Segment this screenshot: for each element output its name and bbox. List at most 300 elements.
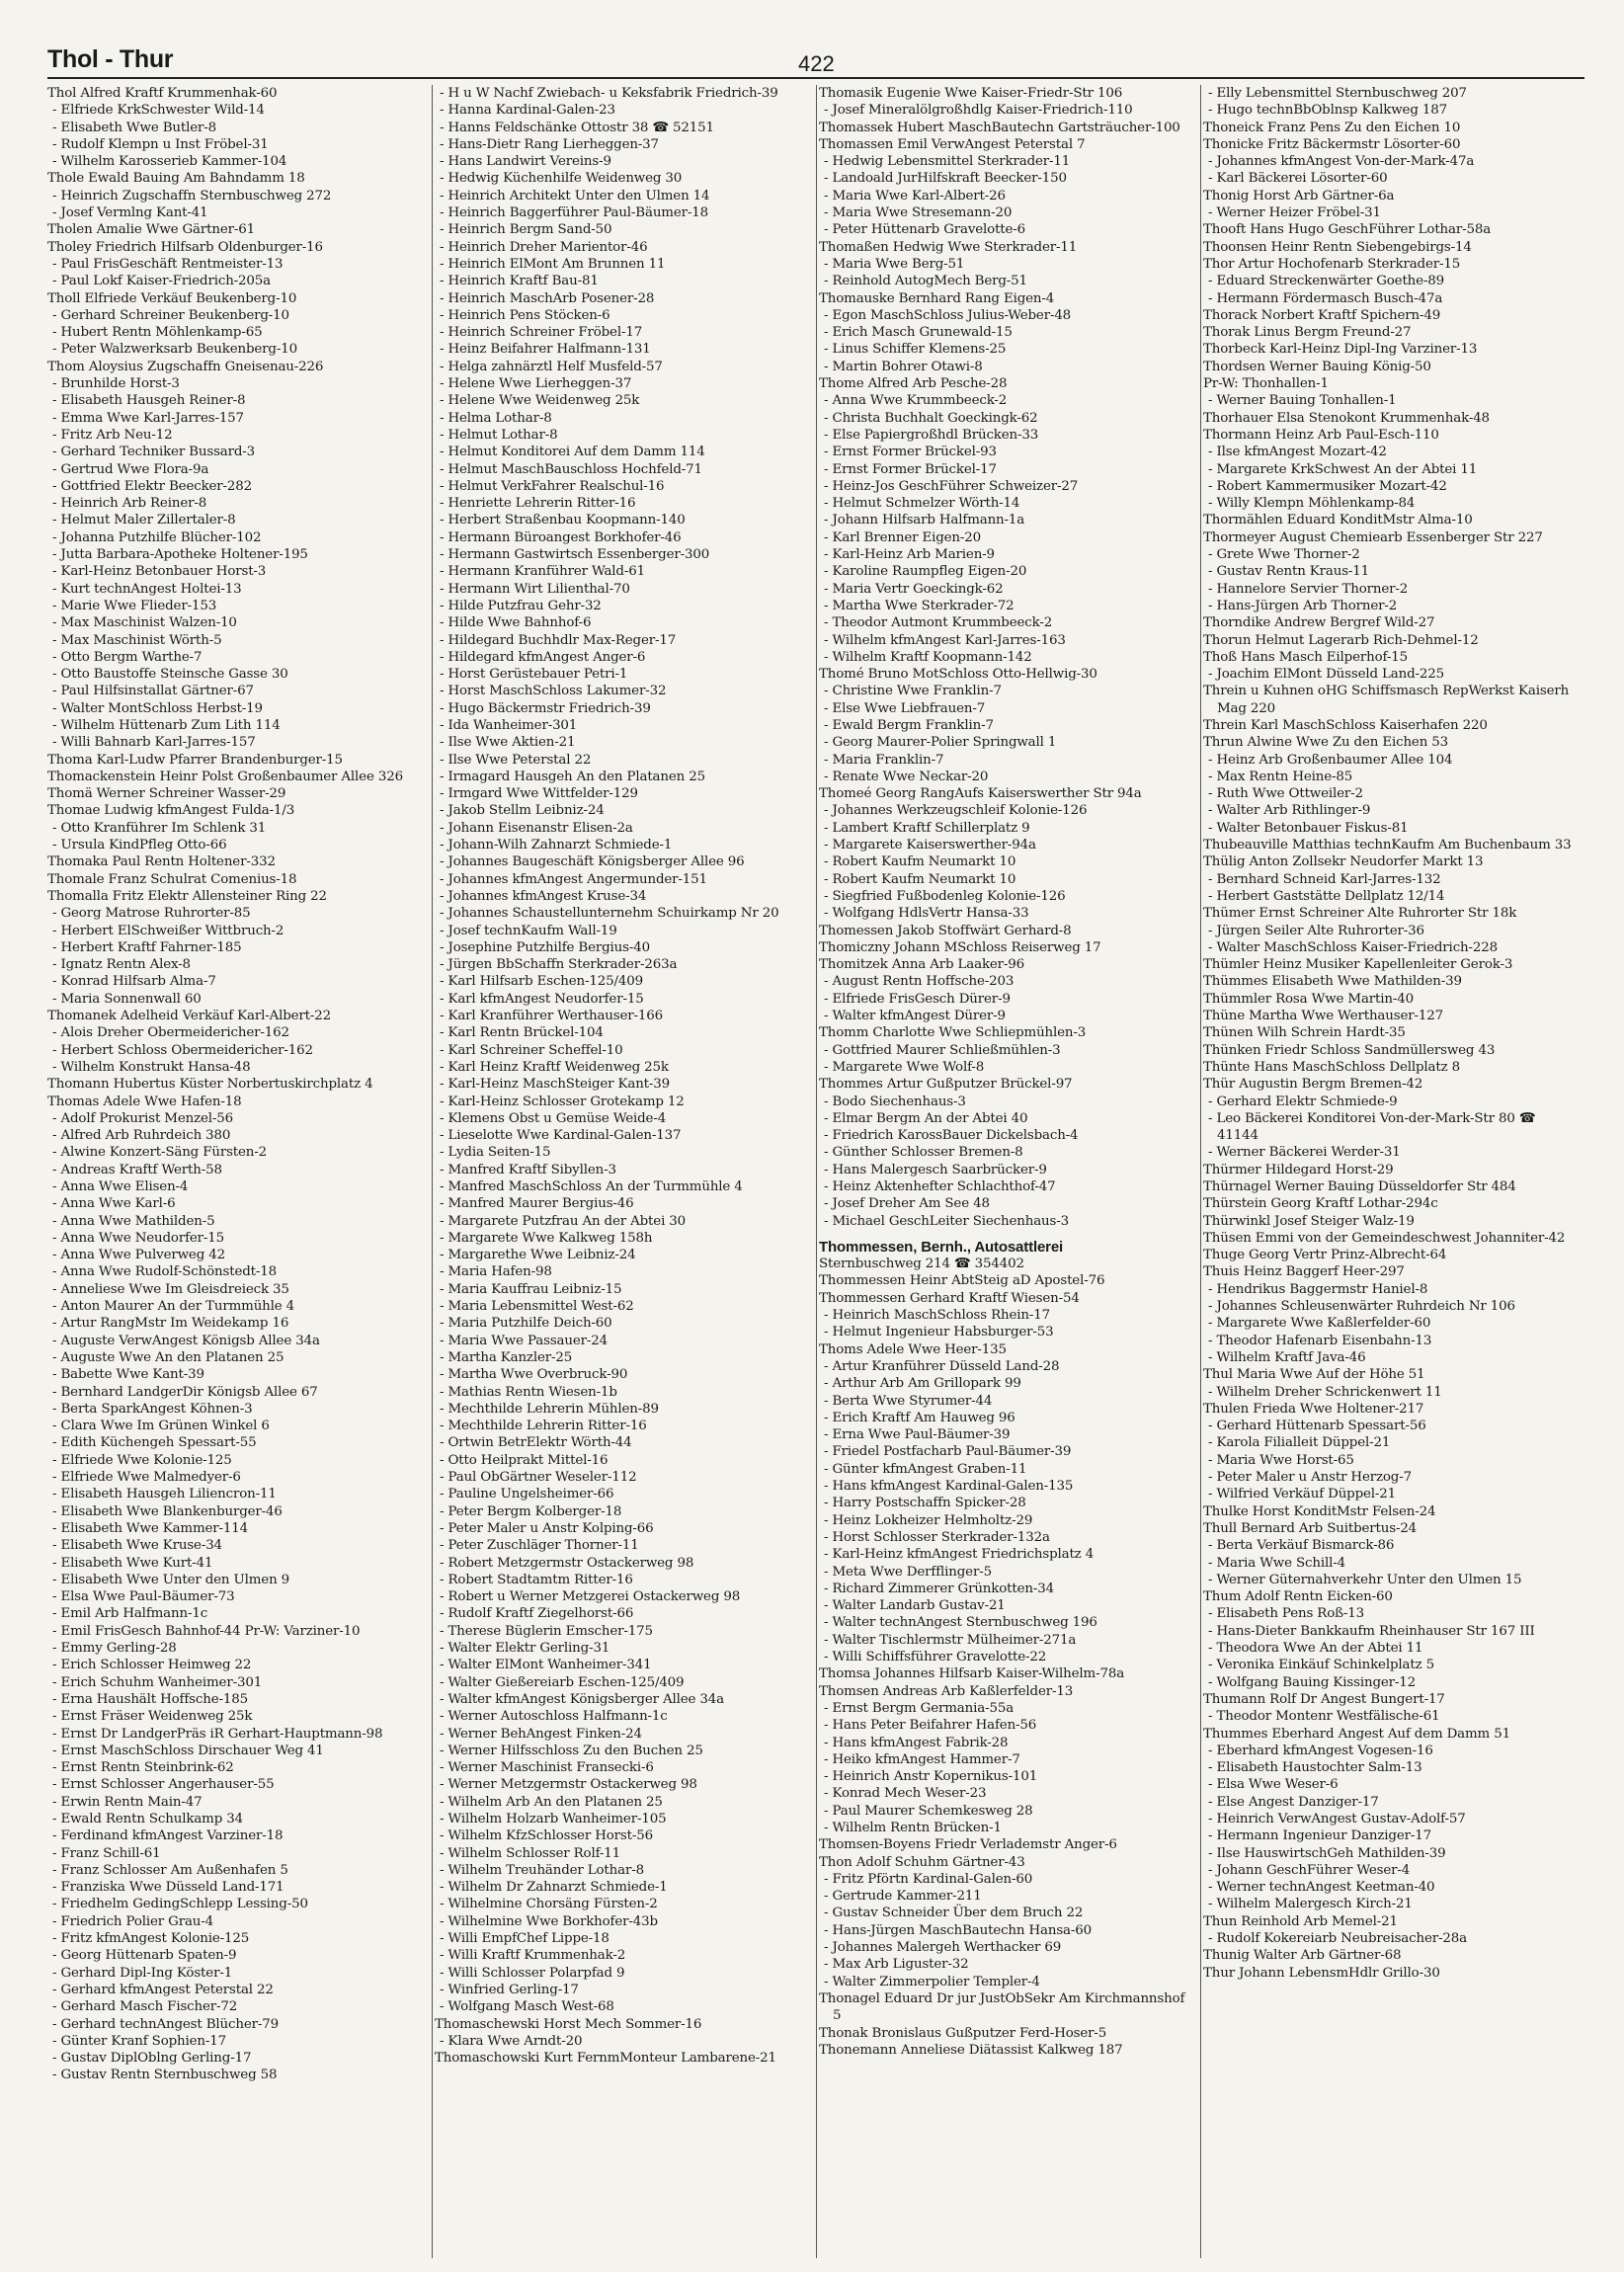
directory-entry: - Elmar Bergm An der Abtei 40 xyxy=(824,1110,1028,1126)
directory-entry: - Hans kfmAngest Kardinal-Galen-135 xyxy=(824,1479,1074,1495)
directory-entry: - Ilse Wwe Aktien-21 xyxy=(440,735,576,751)
directory-entry: - Wolfgang Masch West-68 xyxy=(440,1999,614,2015)
directory-entry: - Heinz Beifahrer Halfmann-131 xyxy=(440,342,651,358)
directory-entry: Thümer Ernst Schreiner Alte Ruhrorter Str 18k xyxy=(1203,906,1517,922)
directory-entry: Thoneick Franz Pens Zu den Eichen 10 xyxy=(1203,120,1461,135)
directory-entry: Thünen Wilh Schrein Hardt-35 xyxy=(1203,1025,1406,1041)
directory-entry: - Hedwig Lebensmittel Sterkrader-11 xyxy=(824,154,1071,170)
directory-entry: - Maria Wwe Stresemann-20 xyxy=(824,205,1013,221)
directory-entry: Thommessen, Bernh., Autosattlerei xyxy=(819,1238,1064,1256)
directory-entry: - August Rentn Hoffsche-203 xyxy=(824,974,1015,990)
directory-entry: - Anton Maurer An der Turmmühle 4 xyxy=(52,1299,295,1315)
directory-entry: - Hildegard kfmAngest Anger-6 xyxy=(440,649,646,665)
directory-entry: - Maria Wwe Schill-4 xyxy=(1208,1555,1345,1571)
directory-entry: Thonemann Anneliese Diätassist Kalkweg 187 xyxy=(819,2042,1123,2058)
directory-entry: - Wilhelmine Wwe Borkhofer-43b xyxy=(440,1913,658,1929)
directory-entry: - Gustav Schneider Über dem Bruch 22 xyxy=(824,1906,1084,1921)
directory-entry: - Lieselotte Wwe Kardinal-Galen-137 xyxy=(440,1128,682,1144)
directory-entry: - Ewald Rentn Schulkamp 34 xyxy=(52,1811,243,1826)
directory-entry: - Konrad Hilfsarb Alma-7 xyxy=(52,974,216,990)
directory-entry: - Hermann Wirt Lilienthal-70 xyxy=(440,581,630,597)
directory-entry: - Ernst Former Brückel-17 xyxy=(824,461,997,477)
directory-entry: - Günter Kranf Sophien-17 xyxy=(52,2033,226,2049)
directory-entry: - Gerhard Hüttenarb Spessart-56 xyxy=(1208,1419,1426,1434)
directory-entry: - Herbert Gaststätte Dellplatz 12/14 xyxy=(1208,888,1445,904)
directory-entry: - Johannes kfmAngest Angermunder-151 xyxy=(440,871,707,887)
directory-entry: - Heinrich Architekt Unter den Ulmen 14 xyxy=(440,188,710,203)
directory-entry: - Walter Elektr Gerling-31 xyxy=(440,1641,610,1657)
directory-entry: Thunig Walter Arb Gärtner-68 xyxy=(1203,1948,1402,1964)
directory-entry: - Wilhelm kfmAngest Karl-Jarres-163 xyxy=(824,632,1066,648)
directory-entry: - Karl Hilfsarb Eschen-125/409 xyxy=(440,974,643,990)
directory-entry: Thülig Anton Zollsekr Neudorfer Markt 13 xyxy=(1203,854,1484,870)
directory-entry: - Else Wwe Liebfrauen-7 xyxy=(824,700,986,716)
directory-entry: - Margarete Kaiserswerther-94a xyxy=(824,838,1036,853)
directory-entry: - Richard Zimmerer Grünkotten-34 xyxy=(824,1581,1054,1596)
directory-entry: Thon Adolf Schuhm Gärtner-43 xyxy=(819,1854,1025,1870)
directory-entry: - Heinrich Kraftf Bau-81 xyxy=(440,274,599,289)
directory-entry: - Jürgen BbSchaffn Sterkrader-263a xyxy=(440,957,678,973)
directory-entry: - Brunhilde Horst-3 xyxy=(52,376,180,392)
directory-entry: - Arthur Arb Am Grillopark 99 xyxy=(824,1376,1021,1392)
directory-entry: - Ortwin BetrElektr Wörth-44 xyxy=(440,1435,632,1451)
directory-entry: - Erich Masch Grunewald-15 xyxy=(824,325,1013,341)
directory-entry: Pr-W: Thonhallen-1 xyxy=(1203,376,1329,392)
directory-entry: - Gertrude Kammer-211 xyxy=(824,1889,982,1905)
directory-entry: Thüsen Emmi von der Gemeindeschwest Johanniter-42 xyxy=(1203,1230,1566,1246)
directory-entry: - Erna Haushält Hoffsche-185 xyxy=(52,1691,248,1707)
directory-entry: - Fritz kfmAngest Kolonie-125 xyxy=(52,1931,250,1947)
directory-entry: - Wilhelm Kraftf Koopmann-142 xyxy=(824,649,1032,665)
directory-entry: - Wilhelm Arb An den Platanen 25 xyxy=(440,1794,663,1810)
directory-entry: - Joachim ElMont Düsseld Land-225 xyxy=(1208,667,1444,683)
directory-entry: Thom Aloysius Zugschaffn Gneisenau-226 xyxy=(47,359,324,374)
directory-entry: - Walter kfmAngest Dürer-9 xyxy=(824,1009,1006,1024)
directory-entry: - Karoline Raumpfleg Eigen-20 xyxy=(824,564,1027,580)
directory-entry: - Otto Baustoffe Steinsche Gasse 30 xyxy=(52,667,288,683)
directory-entry: - Elsa Wwe Paul-Bäumer-73 xyxy=(52,1589,235,1605)
directory-entry: - Berta SparkAngest Köhnen-3 xyxy=(52,1401,253,1417)
directory-entry: Thoonsen Heinr Rentn Siebengebirgs-14 xyxy=(1203,239,1472,255)
directory-entry: - Johann GeschFührer Weser-4 xyxy=(1208,1862,1411,1878)
directory-entry: - Adolf Prokurist Menzel-56 xyxy=(52,1110,234,1126)
directory-entry: Thordsen Werner Bauing König-50 xyxy=(1203,359,1431,374)
directory-entry: - Theodor Autmont Krummbeeck-2 xyxy=(824,615,1053,631)
directory-entry: - Elisabeth Wwe Kammer-114 xyxy=(52,1520,249,1536)
directory-entry: - Martha Kanzler-25 xyxy=(440,1349,573,1365)
directory-entry: Thonak Bronislaus Gußputzer Ferd-Hoser-5 xyxy=(819,2025,1107,2041)
directory-entry: - Wilfried Verkäuf Düppel-21 xyxy=(1208,1487,1397,1502)
directory-entry: - Helene Wwe Weidenweg 25k xyxy=(440,393,640,409)
directory-entry: Thooft Hans Hugo GeschFührer Lothar-58a xyxy=(1203,222,1492,238)
directory-entry: - Walter MaschSchloss Kaiser-Friedrich-228 xyxy=(1208,939,1498,955)
directory-entry: - Kurt technAngest Holtei-13 xyxy=(52,581,242,597)
directory-entry: Thomasik Eugenie Wwe Kaiser-Friedr-Str 106 xyxy=(819,86,1123,101)
directory-entry: - Bernhard LandgerDir Königsb Allee 67 xyxy=(52,1384,318,1400)
directory-entry: - Emma Wwe Karl-Jarres-157 xyxy=(52,410,244,426)
directory-entry: - Franziska Wwe Düsseld Land-171 xyxy=(52,1880,284,1896)
directory-entry: - Gerhard Techniker Bussard-3 xyxy=(52,445,256,460)
directory-entry: - Auguste VerwAngest Königsb Allee 34a xyxy=(52,1333,320,1348)
directory-entry: Thorack Norbert Kraftf Spichern-49 xyxy=(1203,307,1441,323)
directory-entry: - Hans-Jürgen MaschBautechn Hansa-60 xyxy=(824,1922,1092,1938)
directory-entry: - Margarete KrkSchwest An der Abtei 11 xyxy=(1208,461,1478,477)
directory-entry: Thulen Frieda Wwe Holtener-217 xyxy=(1203,1401,1424,1417)
directory-entry: - Hanns Feldschänke Ottostr 38 ☎ 52151 xyxy=(440,120,714,135)
directory-entry: - Helmut MaschBauschloss Hochfeld-71 xyxy=(440,461,702,477)
directory-entry: - Berta Verkäuf Bismarck-86 xyxy=(1208,1538,1395,1554)
directory-entry: - Robert Kaufm Neumarkt 10 xyxy=(824,871,1016,887)
directory-entry: - Willi Bahnarb Karl-Jarres-157 xyxy=(52,735,256,751)
directory-entry: Thümler Heinz Musiker Kapellenleiter Gerok-3 xyxy=(1203,957,1513,973)
directory-entry: - Josef technKaufm Wall-19 xyxy=(440,923,617,938)
directory-entry: - Werner technAngest Keetman-40 xyxy=(1208,1880,1435,1896)
directory-entry: - Wilhelm Karosserieb Kammer-104 xyxy=(52,154,287,170)
directory-entry: Thomeé Georg RangAufs Kaiserswerther Str 94a xyxy=(819,786,1142,802)
directory-entry: - Heinrich Baggerführer Paul-Bäumer-18 xyxy=(440,205,708,221)
directory-entry: - Alois Dreher Obermeidericher-162 xyxy=(52,1025,289,1041)
directory-entry: Thomaka Paul Rentn Holtener-332 xyxy=(47,854,276,870)
directory-entry: - Paul Hilfsinstallat Gärtner-67 xyxy=(52,684,254,699)
directory-entry: - Elisabeth Wwe Unter den Ulmen 9 xyxy=(52,1572,290,1587)
directory-entry: - Wilhelm Kraftf Java-46 xyxy=(1208,1349,1366,1365)
directory-entry: - Anna Wwe Elisen-4 xyxy=(52,1179,189,1194)
directory-entry: - Hannelore Servier Thorner-2 xyxy=(1208,581,1409,597)
directory-column-2 xyxy=(432,85,816,2258)
directory-entry: - Elisabeth Wwe Blankenburger-46 xyxy=(52,1503,283,1519)
directory-entry: Thonicke Fritz Bäckermstr Lösorter-60 xyxy=(1203,136,1461,152)
directory-entry: - Karl-Heinz Arb Marien-9 xyxy=(824,547,995,563)
directory-entry: - Helmut Konditorei Auf dem Damm 114 xyxy=(440,445,705,460)
directory-entry: - Mathias Rentn Wiesen-1b xyxy=(440,1384,617,1400)
directory-entry: - Ernst Former Brückel-93 xyxy=(824,445,997,460)
directory-entry: - Hermann Gastwirtsch Essenberger-300 xyxy=(440,547,710,563)
directory-entry: Thuis Heinz Baggerf Heer-297 xyxy=(1203,1264,1405,1280)
directory-entry: - Siegfried Fußbodenleg Kolonie-126 xyxy=(824,888,1066,904)
directory-entry: - Rudolf Klempn u Inst Fröbel-31 xyxy=(52,136,269,152)
directory-entry: - Walter Betonbauer Fiskus-81 xyxy=(1208,820,1409,836)
directory-entry: - Otto Kranführer Im Schlenk 31 xyxy=(52,820,267,836)
directory-entry: - Wilhelm Hüttenarb Zum Lith 114 xyxy=(52,717,281,733)
directory-entry: - Meta Wwe Derfflinger-5 xyxy=(824,1564,992,1580)
directory-entry: - Hermann Fördermasch Busch-47a xyxy=(1208,290,1443,306)
directory-entry: - Walter ElMont Wanheimer-341 xyxy=(440,1658,652,1673)
directory-entry: - Hilde Putzfrau Gehr-32 xyxy=(440,598,602,613)
directory-entry: - Elisabeth Pens Roß-13 xyxy=(1208,1606,1365,1622)
directory-entry: - Fritz Arb Neu-12 xyxy=(52,427,173,443)
directory-entry: - Werner Bäckerei Werder-31 xyxy=(1208,1145,1401,1161)
directory-entry: - Horst Gerüstebauer Petri-1 xyxy=(440,667,628,683)
directory-entry: - Werner Hilfsschloss Zu den Buchen 25 xyxy=(440,1743,703,1758)
directory-entry: - Heinz Aktenhefter Schlachthof-47 xyxy=(824,1179,1056,1194)
directory-entry: - Edith Küchengeh Spessart-55 xyxy=(52,1435,257,1451)
directory-entry: - Walter MontSchloss Herbst-19 xyxy=(52,700,263,716)
directory-entry: - Heinrich ElMont Am Brunnen 11 xyxy=(440,256,666,272)
directory-entry: - Friedel Postfacharb Paul-Bäumer-39 xyxy=(824,1444,1072,1460)
directory-entry: - Klara Wwe Arndt-20 xyxy=(440,2033,583,2049)
directory-entry: - Irmagard Hausgeh An den Platanen 25 xyxy=(440,769,705,784)
directory-entry: Thomä Werner Schreiner Wasser-29 xyxy=(47,786,286,802)
directory-entry: - Josef Mineralölgroßhdlg Kaiser-Friedrich-110 xyxy=(824,103,1133,119)
directory-entry: Thomessen Jakob Stoffwärt Gerhard-8 xyxy=(819,923,1072,938)
directory-entry: Thorun Helmut Lagerarb Rich-Dehmel-12 xyxy=(1203,632,1479,648)
directory-entry: Thomé Bruno MotSchloss Otto-Hellwig-30 xyxy=(819,667,1097,683)
directory-entry: - Werner BehAngest Finken-24 xyxy=(440,1726,642,1742)
directory-entry: - Heinrich MaschArb Posener-28 xyxy=(440,290,655,306)
directory-entry: - Elly Lebensmittel Sternbuschweg 207 xyxy=(1208,86,1467,101)
directory-entry: Thoß Hans Masch Eilperhof-15 xyxy=(1203,649,1408,665)
directory-entry: - Walter Zimmerpolier Templer-4 xyxy=(824,1974,1040,1989)
directory-entry: - Manfred Kraftf Sibyllen-3 xyxy=(440,1162,616,1177)
directory-entry: - Anna Wwe Mathilden-5 xyxy=(52,1213,215,1229)
directory-entry: - Heinrich Zugschaffn Sternbuschweg 272 xyxy=(52,188,332,203)
directory-entry: - Otto Heilprakt Mittel-16 xyxy=(440,1452,609,1468)
directory-entry: - Anneliese Wwe Im Gleisdreieck 35 xyxy=(52,1281,289,1297)
directory-entry: Thol Alfred Kraftf Krummenhak-60 xyxy=(47,86,278,101)
directory-entry: - Willi Schiffsführer Gravelotte-22 xyxy=(824,1650,1047,1665)
directory-column-1 xyxy=(47,85,432,2258)
directory-entry: - Karl-Heinz MaschSteiger Kant-39 xyxy=(440,1077,671,1093)
directory-entry: Thomalla Fritz Elektr Allensteiner Ring 22 xyxy=(47,888,327,904)
directory-column-4 xyxy=(1200,85,1584,2258)
directory-entry: - Erich Schuhm Wanheimer-301 xyxy=(52,1674,263,1690)
directory-entry: - Wilhelm Treuhänder Lothar-8 xyxy=(440,1862,644,1878)
directory-entry: - Heinz-Jos GeschFührer Schweizer-27 xyxy=(824,478,1079,494)
directory-entry: - Ernst Fräser Weidenweg 25k xyxy=(52,1709,253,1725)
directory-entry: - Leo Bäckerei Konditorei Von-der-Mark-Str 80 ☎ 41144 xyxy=(1208,1110,1536,1144)
directory-entry: - Elfriede Wwe Kolonie-125 xyxy=(52,1452,232,1468)
directory-entry: - Willy Klempn Möhlenkamp-84 xyxy=(1208,496,1416,512)
directory-entry: - Karl Kranführer Werthauser-166 xyxy=(440,1009,663,1024)
directory-entry: - Elisabeth Hausgeh Liliencron-11 xyxy=(52,1487,277,1502)
directory-entry: - Erwin Rentn Main-47 xyxy=(52,1794,203,1810)
directory-entry: - Wilhelm Rentn Brücken-1 xyxy=(824,1820,1002,1835)
directory-entry: - Maria Putzhilfe Deich-60 xyxy=(440,1316,612,1332)
directory-entry: - Willi EmpfChef Lippe-18 xyxy=(440,1931,609,1947)
directory-entry: - Karola Filialleit Düppel-21 xyxy=(1208,1435,1391,1451)
directory-entry: - Maria Vertr Goeckingk-62 xyxy=(824,581,1004,597)
directory-entry: - Emil Arb Halfmann-1c xyxy=(52,1606,208,1622)
directory-entry: - Walter Landarb Gustav-21 xyxy=(824,1598,1006,1614)
directory-entry: - Bodo Siechenhaus-3 xyxy=(824,1094,966,1109)
directory-entry: - Lydia Seiten-15 xyxy=(440,1145,551,1161)
directory-entry: - Wolfgang Bauing Kissinger-12 xyxy=(1208,1674,1417,1690)
directory-entry: - Artur Kranführer Düsseld Land-28 xyxy=(824,1358,1060,1374)
directory-entry: - Robert Metzgermstr Ostackerweg 98 xyxy=(440,1555,694,1571)
directory-entry: - Alwine Konzert-Säng Fürsten-2 xyxy=(52,1145,268,1161)
directory-entry: - Else Papiergroßhdl Brücken-33 xyxy=(824,427,1039,443)
directory-entry: - Peter Hüttenarb Gravelotte-6 xyxy=(824,222,1026,238)
directory-entry: - Willi Kraftf Krummenhak-2 xyxy=(440,1948,626,1964)
directory-entry: Thomanek Adelheid Verkäuf Karl-Albert-22 xyxy=(47,1009,332,1024)
directory-entry: - Therese Büglerin Emscher-175 xyxy=(440,1623,653,1639)
directory-entry: - Walter kfmAngest Königsberger Allee 34a xyxy=(440,1691,724,1707)
directory-entry: - Gerhard Dipl-Ing Köster-1 xyxy=(52,1965,233,1981)
directory-entry: Thomackenstein Heinr Polst Großenbaumer Allee 326 xyxy=(47,769,403,784)
directory-entry: - Elisabeth Wwe Kurt-41 xyxy=(52,1555,213,1571)
directory-entry: - Johann Hilfsarb Halfmann-1a xyxy=(824,513,1025,528)
directory-entry: Tholen Amalie Wwe Gärtner-61 xyxy=(47,222,255,238)
directory-entry: - Jutta Barbara-Apotheke Holtener-195 xyxy=(52,547,308,563)
directory-entry: - Heinz Arb Großenbaumer Allee 104 xyxy=(1208,752,1453,768)
directory-entry: - Ruth Wwe Ottweiler-2 xyxy=(1208,786,1363,802)
directory-entry: - Karl-Heinz Schlosser Grotekamp 12 xyxy=(440,1094,685,1109)
directory-entry: - Johannes kfmAngest Von-der-Mark-47a xyxy=(1208,154,1475,170)
directory-entry: Thomae Ludwig kfmAngest Fulda-1/3 xyxy=(47,803,295,819)
directory-entry: - Josephine Putzhilfe Bergius-40 xyxy=(440,939,650,955)
directory-entry: Thummes Eberhard Angest Auf dem Damm 51 xyxy=(1203,1726,1510,1742)
directory-entry: - Werner Metzgermstr Ostackerweg 98 xyxy=(440,1777,697,1793)
directory-entry: Thuge Georg Vertr Prinz-Albrecht-64 xyxy=(1203,1248,1447,1263)
directory-entry: - Wilhelm Holzarb Wanheimer-105 xyxy=(440,1811,667,1826)
directory-entry: - Rudolf Kokereiarb Neubreisacher-28a xyxy=(1208,1931,1467,1947)
directory-entry: - Elisabeth Haustochter Salm-13 xyxy=(1208,1760,1422,1776)
directory-entry: Thorak Linus Bergm Freund-27 xyxy=(1203,325,1412,341)
directory-entry: Threin Karl MaschSchloss Kaiserhafen 220 xyxy=(1203,717,1488,733)
directory-entry: Thommessen Heinr AbtSteig aD Apostel-76 xyxy=(819,1273,1105,1289)
directory-entry: - Günter kfmAngest Graben-11 xyxy=(824,1461,1027,1477)
directory-entry: - Grete Wwe Thorner-2 xyxy=(1208,547,1360,563)
directory-entry: Thun Reinhold Arb Memel-21 xyxy=(1203,1913,1398,1929)
directory-entry: - Helga zahnärztl Helf Musfeld-57 xyxy=(440,359,663,374)
directory-entry: - Hanna Kardinal-Galen-23 xyxy=(440,103,615,119)
directory-entry: - Gerhard Elektr Schmiede-9 xyxy=(1208,1094,1398,1109)
directory-entry: - Gustav DiplOblng Gerling-17 xyxy=(52,2051,252,2067)
directory-entry: - Elisabeth Hausgeh Reiner-8 xyxy=(52,393,246,409)
directory-entry: Thürwinkl Josef Steiger Walz-19 xyxy=(1203,1213,1415,1229)
directory-entry: - Ilse HauswirtschGeh Mathilden-39 xyxy=(1208,1845,1446,1861)
directory-entry: - Günther Schlosser Bremen-8 xyxy=(824,1145,1023,1161)
directory-entry: - Gerhard Schreiner Beukenberg-10 xyxy=(52,307,289,323)
directory-entry: - Georg Hüttenarb Spaten-9 xyxy=(52,1948,237,1964)
directory-entry: - Robert Stadtamtm Ritter-16 xyxy=(440,1572,633,1587)
directory-entry: - Robert u Werner Metzgerei Ostackerweg 98 xyxy=(440,1589,741,1605)
directory-entry: - Otto Bergm Warthe-7 xyxy=(52,649,203,665)
directory-entry: Thur Johann LebensmHdlr Grillo-30 xyxy=(1203,1965,1440,1981)
directory-entry: - Ignatz Rentn Alex-8 xyxy=(52,957,191,973)
directory-entry: - Hans-Jürgen Arb Thorner-2 xyxy=(1208,598,1398,613)
directory-entry: - Renate Wwe Neckar-20 xyxy=(824,769,989,784)
directory-entry: - Heinrich MaschSchloss Rhein-17 xyxy=(824,1308,1050,1324)
directory-entry: - Karl Bäckerei Lösorter-60 xyxy=(1208,171,1388,187)
directory-entry: Thümmler Rosa Wwe Martin-40 xyxy=(1203,991,1414,1007)
directory-entry: Thoma Karl-Ludw Pfarrer Brandenburger-15 xyxy=(47,752,343,768)
directory-entry: - Maria Lebensmittel West-62 xyxy=(440,1299,634,1315)
directory-entry: - Heinz Lokheizer Helmholtz-29 xyxy=(824,1512,1033,1528)
directory-entry: Thul Maria Wwe Auf der Höhe 51 xyxy=(1203,1367,1425,1383)
directory-entry: - Peter Bergm Kolberger-18 xyxy=(440,1503,622,1519)
directory-entry: - Hermann Ingenieur Danziger-17 xyxy=(1208,1828,1431,1844)
directory-entry: - Heinrich Schreiner Fröbel-17 xyxy=(440,325,643,341)
directory-entry: Thürmer Hildegard Horst-29 xyxy=(1203,1162,1394,1177)
directory-entry: - Wilhelmine Chorsäng Fürsten-2 xyxy=(440,1897,658,1912)
directory-entry: - Johannes kfmAngest Kruse-34 xyxy=(440,888,647,904)
directory-entry: - Wilhelm Schlosser Rolf-11 xyxy=(440,1845,621,1861)
directory-entry: - Christine Wwe Franklin-7 xyxy=(824,684,1002,699)
directory-entry: - Anna Wwe Karl-6 xyxy=(52,1196,176,1212)
directory-entry: - Paul Lokf Kaiser-Friedrich-205a xyxy=(52,274,272,289)
directory-entry: - Irmgard Wwe Wittfelder-129 xyxy=(440,786,638,802)
directory-entry: - Willi Schlosser Polarpfad 9 xyxy=(440,1965,625,1981)
directory-entry: - Berta Wwe Styrumer-44 xyxy=(824,1393,993,1409)
directory-entry: - H u W Nachf Zwiebach- u Keksfabrik Friedrich-39 xyxy=(440,86,778,101)
directory-entry: Thoms Adele Wwe Heer-135 xyxy=(819,1341,1007,1357)
directory-entry: - Maria Wwe Karl-Albert-26 xyxy=(824,188,1006,203)
directory-entry: - Max Arb Liguster-32 xyxy=(824,1957,969,1973)
directory-entry: - Horst MaschSchloss Lakumer-32 xyxy=(440,684,667,699)
directory-entry: - Helma Lothar-8 xyxy=(440,410,552,426)
directory-entry: Thomaschowski Kurt FernmMonteur Lambarene-21 xyxy=(435,2051,776,2067)
directory-entry: - Erna Wwe Paul-Bäumer-39 xyxy=(824,1427,1011,1443)
directory-entry: - Max Rentn Heine-85 xyxy=(1208,769,1353,784)
directory-entry: - Wilhelm Malergesch Kirch-21 xyxy=(1208,1897,1413,1912)
directory-entry: - Robert Kammermusiker Mozart-42 xyxy=(1208,478,1447,494)
directory-entry: - Rudolf Kraftf Ziegelhorst-66 xyxy=(440,1606,634,1622)
directory-entry: - Peter Zuschläger Thorner-11 xyxy=(440,1538,639,1554)
directory-entry: - Manfred MaschSchloss An der Turmmühle 4 xyxy=(440,1179,743,1194)
directory-entry: - Landoald JurHilfskraft Beecker-150 xyxy=(824,171,1067,187)
directory-entry: - Walter Tischlermstr Mülheimer-271a xyxy=(824,1632,1077,1648)
directory-entry: - Hermann Kranführer Wald-61 xyxy=(440,564,645,580)
directory-entry: - Eduard Streckenwärter Goethe-89 xyxy=(1208,274,1445,289)
directory-entry: - Georg Maurer-Polier Springwall 1 xyxy=(824,735,1057,751)
directory-entry: Tholl Elfriede Verkäuf Beukenberg-10 xyxy=(47,290,297,306)
directory-entry: - Peter Maler u Anstr Kolping-66 xyxy=(440,1520,654,1536)
directory-entry: - Mechthilde Lehrerin Ritter-16 xyxy=(440,1419,647,1434)
directory-entry: Thomaßen Hedwig Wwe Sterkrader-11 xyxy=(819,239,1078,255)
directory-entry: - Martin Bohrer Otawi-8 xyxy=(824,359,983,374)
directory-entry: - Theodor Hafenarb Eisenbahn-13 xyxy=(1208,1333,1432,1348)
directory-entry: - Werner Maschinist Fransecki-6 xyxy=(440,1760,654,1776)
directory-entry: Thormann Heinz Arb Paul-Esch-110 xyxy=(1203,427,1439,443)
directory-entry: - Clara Wwe Im Grünen Winkel 6 xyxy=(52,1419,270,1434)
directory-entry: - Else Angest Danziger-17 xyxy=(1208,1794,1379,1810)
directory-entry: - Helmut Maler Zillertaler-8 xyxy=(52,513,236,528)
directory-entry: Thormeyer August Chemiearb Essenberger Str 227 xyxy=(1203,529,1543,545)
directory-entry: - Helene Wwe Lierheggen-37 xyxy=(440,376,632,392)
directory-entry: - Maria Wwe Berg-51 xyxy=(824,256,965,272)
directory-entry: - Max Maschinist Walzen-10 xyxy=(52,615,237,631)
directory-entry: - Ida Wanheimer-301 xyxy=(440,717,578,733)
directory-entry: - Georg Matrose Ruhrorter-85 xyxy=(52,906,251,922)
directory-entry: - Heinrich Anstr Kopernikus-101 xyxy=(824,1769,1038,1785)
directory-entry: - Margarethe Wwe Leibniz-24 xyxy=(440,1248,636,1263)
directory-entry: - Elfriede Wwe Malmedyer-6 xyxy=(52,1470,241,1486)
directory-entry: - Anna Wwe Rudolf-Schönstedt-18 xyxy=(52,1264,277,1280)
directory-entry: Thonig Horst Arb Gärtner-6a xyxy=(1203,188,1395,203)
directory-entry: - Josef Dreher Am See 48 xyxy=(824,1196,990,1212)
directory-entry: - Hubert Rentn Möhlenkamp-65 xyxy=(52,325,263,341)
directory-entry: Thomas Adele Wwe Hafen-18 xyxy=(47,1094,242,1109)
directory-entry: Thommessen Gerhard Kraftf Wiesen-54 xyxy=(819,1290,1080,1306)
directory-entry: Thonagel Eduard Dr jur JustObSekr Am Kirchmannshof 5 xyxy=(819,1990,1185,2024)
directory-entry: - Paul ObGärtner Weseler-112 xyxy=(440,1470,637,1486)
directory-entry: - Wilhelm Konstrukt Hansa-48 xyxy=(52,1059,251,1075)
directory-entry: - Hermann Büroangest Borkhofer-46 xyxy=(440,529,682,545)
directory-entry: - Johann-Wilh Zahnarzt Schmiede-1 xyxy=(440,838,673,853)
directory-entry: - Karl Brenner Eigen-20 xyxy=(824,529,981,545)
directory-entry: - Andreas Kraftf Werth-58 xyxy=(52,1162,222,1177)
directory-entry: - Friedrich KarossBauer Dickelsbach-4 xyxy=(824,1128,1079,1144)
directory-entry: Thomitzek Anna Arb Laaker-96 xyxy=(819,957,1025,973)
directory-entry: Thomsa Johannes Hilfsarb Kaiser-Wilhelm-78a xyxy=(819,1666,1125,1682)
directory-entry: - Auguste Wwe An den Platanen 25 xyxy=(52,1349,284,1365)
directory-entry: - Margarete Putzfrau An der Abtei 30 xyxy=(440,1213,687,1229)
directory-entry: - Theodor Montenr Westfälische-61 xyxy=(1208,1709,1440,1725)
directory-entry: Thünte Hans MaschSchloss Dellplatz 8 xyxy=(1203,1059,1460,1075)
directory-entry: - Alfred Arb Ruhrdeich 380 xyxy=(52,1128,231,1144)
directory-entry: - Peter Walzwerksarb Beukenberg-10 xyxy=(52,342,297,358)
